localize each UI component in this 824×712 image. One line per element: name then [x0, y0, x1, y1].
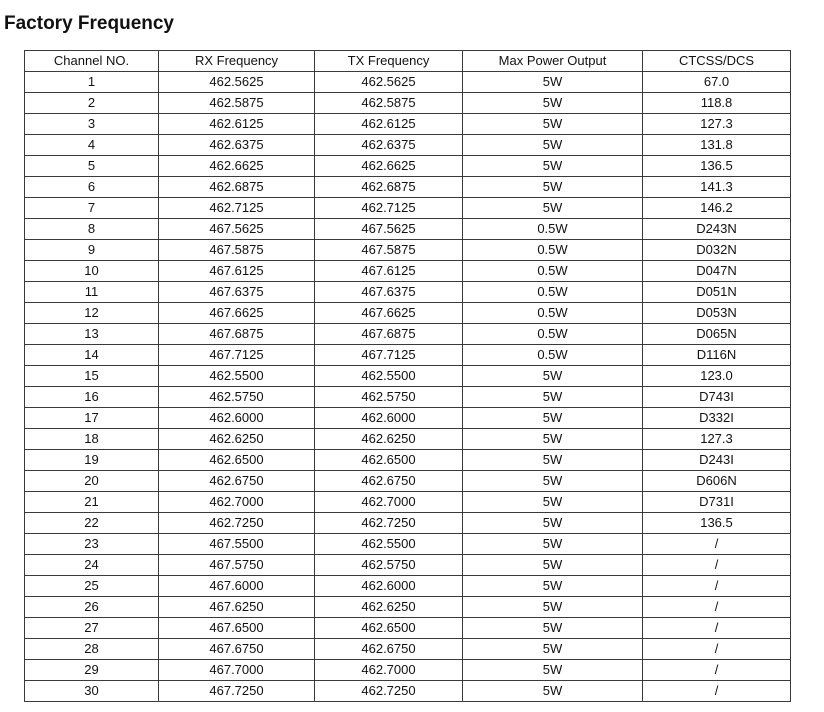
cell-rx-frequency: 462.7000 [159, 492, 315, 513]
table-row [25, 219, 791, 240]
cell-max-power: 5W [463, 72, 643, 93]
cell-ctcss-dcs: D053N [643, 303, 791, 324]
cell-max-power: 0.5W [463, 261, 643, 282]
cell-rx-frequency: 467.6125 [159, 261, 315, 282]
cell-ctcss-dcs: 127.3 [643, 114, 791, 135]
cell-channel-no: 11 [25, 282, 159, 303]
cell-ctcss-dcs: D332I [643, 408, 791, 429]
cell-channel-no: 5 [25, 156, 159, 177]
cell-ctcss-dcs: D243N [643, 219, 791, 240]
cell-max-power: 5W [463, 618, 643, 639]
cell-channel-no: 18 [25, 429, 159, 450]
cell-channel-no: 23 [25, 534, 159, 555]
cell-max-power: 5W [463, 534, 643, 555]
cell-max-power: 5W [463, 555, 643, 576]
cell-ctcss-dcs: / [643, 534, 791, 555]
cell-channel-no: 17 [25, 408, 159, 429]
cell-rx-frequency: 462.6750 [159, 471, 315, 492]
cell-tx-frequency: 462.6125 [315, 114, 463, 135]
cell-ctcss-dcs: D065N [643, 324, 791, 345]
cell-ctcss-dcs: 118.8 [643, 93, 791, 114]
cell-max-power: 5W [463, 681, 643, 702]
cell-max-power: 0.5W [463, 303, 643, 324]
cell-tx-frequency: 462.5500 [315, 366, 463, 387]
table-row [25, 303, 791, 324]
cell-channel-no: 8 [25, 219, 159, 240]
cell-max-power: 5W [463, 492, 643, 513]
cell-ctcss-dcs: / [643, 555, 791, 576]
cell-channel-no: 22 [25, 513, 159, 534]
table-body [25, 72, 791, 702]
cell-channel-no: 21 [25, 492, 159, 513]
cell-rx-frequency: 462.7125 [159, 198, 315, 219]
cell-tx-frequency: 467.6375 [315, 282, 463, 303]
cell-tx-frequency: 462.6250 [315, 597, 463, 618]
table-row [25, 450, 791, 471]
table-row [25, 345, 791, 366]
table-row [25, 576, 791, 597]
cell-tx-frequency: 462.5875 [315, 93, 463, 114]
cell-ctcss-dcs: 123.0 [643, 366, 791, 387]
cell-tx-frequency: 462.7000 [315, 492, 463, 513]
cell-tx-frequency: 467.6625 [315, 303, 463, 324]
cell-rx-frequency: 462.5750 [159, 387, 315, 408]
table-row [25, 681, 791, 702]
cell-rx-frequency: 462.6625 [159, 156, 315, 177]
cell-tx-frequency: 467.6875 [315, 324, 463, 345]
cell-rx-frequency: 462.5875 [159, 93, 315, 114]
table-row [25, 282, 791, 303]
cell-channel-no: 7 [25, 198, 159, 219]
cell-rx-frequency: 467.6875 [159, 324, 315, 345]
table-row [25, 135, 791, 156]
cell-max-power: 5W [463, 156, 643, 177]
cell-rx-frequency: 467.5625 [159, 219, 315, 240]
cell-max-power: 5W [463, 660, 643, 681]
cell-tx-frequency: 462.7250 [315, 513, 463, 534]
cell-rx-frequency: 467.5750 [159, 555, 315, 576]
cell-rx-frequency: 467.5875 [159, 240, 315, 261]
cell-max-power: 5W [463, 429, 643, 450]
cell-ctcss-dcs: / [643, 597, 791, 618]
cell-channel-no: 26 [25, 597, 159, 618]
cell-channel-no: 14 [25, 345, 159, 366]
cell-channel-no: 24 [25, 555, 159, 576]
cell-channel-no: 30 [25, 681, 159, 702]
cell-max-power: 5W [463, 366, 643, 387]
cell-channel-no: 13 [25, 324, 159, 345]
header-ctcss-dcs: CTCSS/DCS [643, 51, 791, 72]
header-channel-no: Channel NO. [25, 51, 159, 72]
cell-tx-frequency: 467.5875 [315, 240, 463, 261]
cell-channel-no: 6 [25, 177, 159, 198]
table-row [25, 597, 791, 618]
table-row [25, 660, 791, 681]
cell-rx-frequency: 467.5500 [159, 534, 315, 555]
cell-ctcss-dcs: D743I [643, 387, 791, 408]
cell-max-power: 5W [463, 639, 643, 660]
cell-max-power: 5W [463, 198, 643, 219]
cell-channel-no: 12 [25, 303, 159, 324]
cell-rx-frequency: 467.6500 [159, 618, 315, 639]
cell-rx-frequency: 467.6375 [159, 282, 315, 303]
cell-tx-frequency: 462.6000 [315, 408, 463, 429]
table-row [25, 618, 791, 639]
cell-rx-frequency: 467.7250 [159, 681, 315, 702]
cell-tx-frequency: 467.6125 [315, 261, 463, 282]
cell-tx-frequency: 462.6500 [315, 618, 463, 639]
cell-channel-no: 28 [25, 639, 159, 660]
cell-max-power: 5W [463, 471, 643, 492]
cell-ctcss-dcs: D032N [643, 240, 791, 261]
cell-rx-frequency: 462.6125 [159, 114, 315, 135]
cell-rx-frequency: 467.6250 [159, 597, 315, 618]
cell-ctcss-dcs: 67.0 [643, 72, 791, 93]
cell-channel-no: 20 [25, 471, 159, 492]
table-row [25, 261, 791, 282]
cell-channel-no: 10 [25, 261, 159, 282]
table-row [25, 534, 791, 555]
cell-max-power: 0.5W [463, 219, 643, 240]
cell-tx-frequency: 462.6250 [315, 429, 463, 450]
cell-ctcss-dcs: D047N [643, 261, 791, 282]
cell-rx-frequency: 462.5500 [159, 366, 315, 387]
cell-tx-frequency: 462.6875 [315, 177, 463, 198]
cell-ctcss-dcs: 131.8 [643, 135, 791, 156]
table-row [25, 156, 791, 177]
cell-ctcss-dcs: D116N [643, 345, 791, 366]
cell-max-power: 5W [463, 513, 643, 534]
cell-channel-no: 25 [25, 576, 159, 597]
cell-ctcss-dcs: / [643, 576, 791, 597]
cell-channel-no: 3 [25, 114, 159, 135]
cell-rx-frequency: 462.6375 [159, 135, 315, 156]
cell-channel-no: 15 [25, 366, 159, 387]
cell-tx-frequency: 462.7250 [315, 681, 463, 702]
cell-ctcss-dcs: D606N [643, 471, 791, 492]
cell-rx-frequency: 462.7250 [159, 513, 315, 534]
cell-tx-frequency: 462.5750 [315, 387, 463, 408]
cell-channel-no: 1 [25, 72, 159, 93]
table-row [25, 471, 791, 492]
table-row [25, 114, 791, 135]
header-rx-frequency: RX Frequency [159, 51, 315, 72]
cell-rx-frequency: 467.6625 [159, 303, 315, 324]
header-tx-frequency: TX Frequency [315, 51, 463, 72]
cell-ctcss-dcs: D243I [643, 450, 791, 471]
cell-rx-frequency: 467.7000 [159, 660, 315, 681]
cell-ctcss-dcs: D731I [643, 492, 791, 513]
table-row [25, 324, 791, 345]
cell-ctcss-dcs: 136.5 [643, 513, 791, 534]
cell-ctcss-dcs: 146.2 [643, 198, 791, 219]
cell-ctcss-dcs: 127.3 [643, 429, 791, 450]
header-row [25, 51, 791, 72]
cell-channel-no: 16 [25, 387, 159, 408]
cell-max-power: 5W [463, 114, 643, 135]
cell-ctcss-dcs: / [643, 660, 791, 681]
cell-channel-no: 4 [25, 135, 159, 156]
cell-channel-no: 29 [25, 660, 159, 681]
cell-ctcss-dcs: 136.5 [643, 156, 791, 177]
page-title: Factory Frequency [4, 13, 174, 34]
cell-channel-no: 9 [25, 240, 159, 261]
cell-channel-no: 19 [25, 450, 159, 471]
header-max-power-output: Max Power Output [463, 51, 643, 72]
cell-tx-frequency: 462.7125 [315, 198, 463, 219]
table-row [25, 72, 791, 93]
cell-channel-no: 2 [25, 93, 159, 114]
table-row [25, 513, 791, 534]
cell-max-power: 5W [463, 387, 643, 408]
cell-max-power: 5W [463, 135, 643, 156]
cell-max-power: 5W [463, 93, 643, 114]
cell-rx-frequency: 462.6000 [159, 408, 315, 429]
cell-rx-frequency: 467.6000 [159, 576, 315, 597]
table-row [25, 492, 791, 513]
cell-ctcss-dcs: / [643, 681, 791, 702]
cell-max-power: 5W [463, 408, 643, 429]
cell-rx-frequency: 462.6875 [159, 177, 315, 198]
frequency-table [24, 50, 791, 702]
cell-tx-frequency: 462.6750 [315, 471, 463, 492]
cell-max-power: 5W [463, 177, 643, 198]
cell-max-power: 0.5W [463, 345, 643, 366]
cell-tx-frequency: 462.5500 [315, 534, 463, 555]
cell-rx-frequency: 462.5625 [159, 72, 315, 93]
cell-ctcss-dcs: / [643, 618, 791, 639]
cell-ctcss-dcs: D051N [643, 282, 791, 303]
cell-tx-frequency: 467.5625 [315, 219, 463, 240]
cell-max-power: 0.5W [463, 324, 643, 345]
cell-ctcss-dcs: / [643, 639, 791, 660]
table-row [25, 555, 791, 576]
cell-tx-frequency: 462.6750 [315, 639, 463, 660]
table-row [25, 387, 791, 408]
cell-rx-frequency: 462.6500 [159, 450, 315, 471]
table-row [25, 429, 791, 450]
cell-max-power: 0.5W [463, 282, 643, 303]
table-row [25, 93, 791, 114]
cell-tx-frequency: 462.6000 [315, 576, 463, 597]
table-row [25, 408, 791, 429]
cell-ctcss-dcs: 141.3 [643, 177, 791, 198]
cell-tx-frequency: 462.6375 [315, 135, 463, 156]
table-row [25, 177, 791, 198]
cell-tx-frequency: 462.6625 [315, 156, 463, 177]
cell-max-power: 5W [463, 597, 643, 618]
cell-max-power: 5W [463, 450, 643, 471]
table-row [25, 639, 791, 660]
cell-max-power: 5W [463, 576, 643, 597]
table-row [25, 366, 791, 387]
cell-rx-frequency: 467.6750 [159, 639, 315, 660]
cell-max-power: 0.5W [463, 240, 643, 261]
cell-tx-frequency: 462.6500 [315, 450, 463, 471]
cell-rx-frequency: 467.7125 [159, 345, 315, 366]
table-row [25, 198, 791, 219]
cell-tx-frequency: 462.5750 [315, 555, 463, 576]
cell-channel-no: 27 [25, 618, 159, 639]
table-row [25, 240, 791, 261]
cell-tx-frequency: 462.5625 [315, 72, 463, 93]
cell-tx-frequency: 467.7125 [315, 345, 463, 366]
cell-rx-frequency: 462.6250 [159, 429, 315, 450]
cell-tx-frequency: 462.7000 [315, 660, 463, 681]
